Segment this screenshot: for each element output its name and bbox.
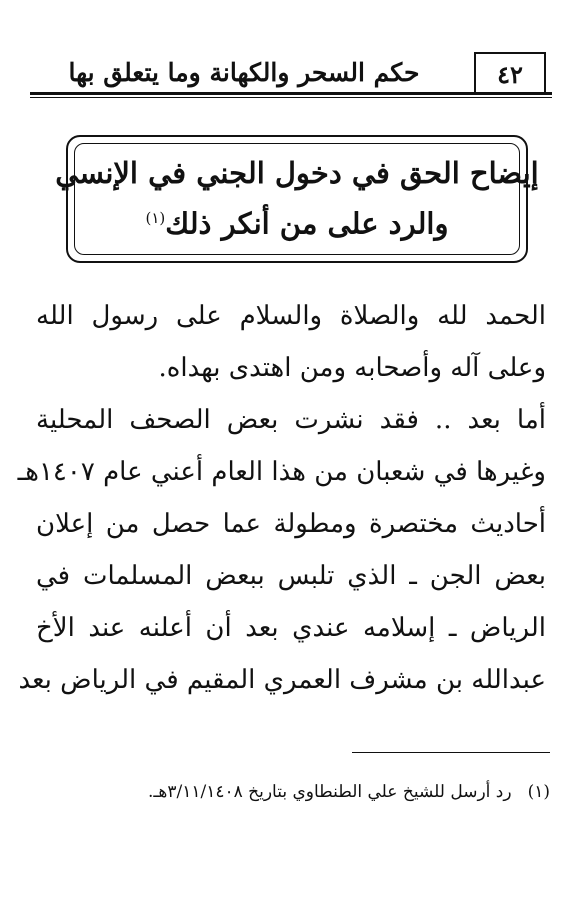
page-header (30, 52, 552, 98)
body-line-5: أحاديث مختصرة ومطولة عما حصل من إعلان (36, 509, 546, 539)
body-line-3: أما بعد .. فقد نشرت بعض الصحف المحلية (36, 405, 546, 435)
body-line-4: وغيرها في شعبان من هذا العام أعني عام ١٤٠٧هـ (17, 457, 546, 487)
chapter-title-line-2-text: والرد على من أنكر ذلك (165, 206, 449, 241)
page-number: ٤٢ (474, 52, 546, 94)
footnote-number: (١) (527, 782, 550, 802)
header-rule (30, 92, 552, 95)
body-line-7: الرياض ـ إسلامه عندي بعد أن أعلنه عند الأخ (36, 613, 546, 643)
chapter-title-box (55, 135, 539, 263)
body-text (17, 290, 546, 706)
running-title: حكم السحر والكهانة وما يتعلق بها (68, 58, 420, 87)
footnote-separator (352, 752, 550, 753)
body-line-2: وعلى آله وأصحابه ومن اهتدى بهداه. (158, 353, 546, 383)
body-line-8: عبدالله بن مشرف العمري المقيم في الرياض بعد (18, 665, 546, 695)
chapter-title-line-1: إيضاح الحق في دخول الجني في الإنسي (55, 156, 539, 191)
body-line-6: بعض الجن ـ الذي تلبس ببعض المسلمات في (36, 561, 546, 591)
chapter-title-line-2 (146, 196, 449, 247)
footnote-reference: (١) (145, 209, 166, 228)
body-line-1: الحمد لله والصلاة والسلام على رسول الله (36, 301, 546, 331)
footnote-text: رد أرسل للشيخ علي الطنطاوي بتاريخ ٣/١١/١٤٠٨هـ. (147, 782, 512, 802)
chapter-title-inner-frame (55, 143, 539, 255)
header-rule-thin (30, 97, 552, 98)
footnote (30, 782, 550, 802)
